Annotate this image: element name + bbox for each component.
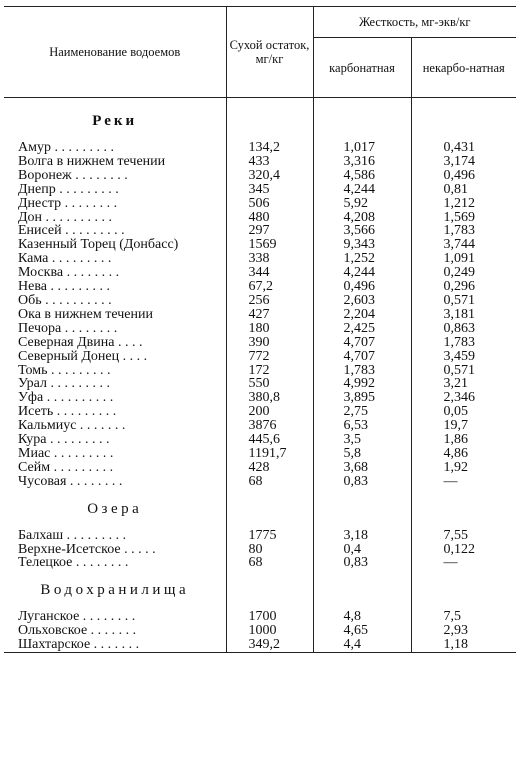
noncarbonate-hardness-value: 3,181	[411, 308, 516, 322]
noncarbonate-hardness-value: 3,174	[411, 155, 516, 169]
noncarbonate-hardness-value: 1,92	[411, 461, 516, 475]
dry-residue-value: 345	[226, 183, 313, 197]
section-spacer	[411, 498, 516, 520]
water-body-name: Казенный Торец (Донбасс)	[18, 238, 179, 253]
water-body-name: Ока в нижнем течении	[18, 307, 153, 322]
dry-residue-value: 1191,7	[226, 447, 313, 461]
carbonate-hardness-value: 4,244	[313, 183, 411, 197]
table-row	[4, 294, 516, 308]
water-body-name: Северный Донец . . . .	[18, 349, 148, 364]
table-row	[4, 266, 516, 280]
section-title: Реки	[92, 113, 138, 129]
carbonate-hardness-value: 2,204	[313, 308, 411, 322]
carbonate-hardness-value: 3,18	[313, 529, 411, 543]
water-body-name: Кама . . . . . . . . .	[18, 252, 112, 267]
carbonate-hardness-value: 3,316	[313, 155, 411, 169]
water-body-name: Исеть . . . . . . . . .	[18, 405, 117, 420]
dry-residue-value: 445,6	[226, 433, 313, 447]
header-hardness: Жесткость, мг-экв/кг	[313, 7, 516, 38]
section-spacer	[226, 579, 313, 601]
carbonate-hardness-value: 2,603	[313, 294, 411, 308]
table-row	[4, 638, 516, 652]
spacer-cell	[4, 98, 226, 111]
water-bodies-table	[4, 6, 516, 653]
dry-residue-value: 256	[226, 294, 313, 308]
dry-residue-value: 338	[226, 252, 313, 266]
water-body-name: Миас . . . . . . . . .	[18, 446, 114, 461]
noncarbonate-hardness-value: 0,863	[411, 322, 516, 336]
section-spacer	[411, 110, 516, 132]
dry-residue-value: 1569	[226, 238, 313, 252]
noncarbonate-hardness-value: 0,571	[411, 364, 516, 378]
noncarbonate-hardness-value: 0,571	[411, 294, 516, 308]
section-spacer	[226, 498, 313, 520]
spacer-cell	[4, 601, 226, 610]
dry-residue-value: 344	[226, 266, 313, 280]
noncarbonate-hardness-value: 1,18	[411, 638, 516, 652]
carbonate-hardness-value: 9,343	[313, 238, 411, 252]
header-dry-residue: Сухой остаток, мг/кг	[226, 7, 313, 98]
spacer-cell	[226, 489, 313, 498]
table-row	[4, 543, 516, 557]
dry-residue-value: 172	[226, 364, 313, 378]
carbonate-hardness-value: 5,8	[313, 447, 411, 461]
dry-residue-value: 349,2	[226, 638, 313, 652]
header-noncarbonate: некарбо-натная	[411, 38, 516, 98]
noncarbonate-hardness-value: 2,346	[411, 391, 516, 405]
header-name: Наименование водоемов	[4, 7, 226, 98]
noncarbonate-hardness-value: 0,122	[411, 543, 516, 557]
table-row	[4, 224, 516, 238]
dry-residue-value: 297	[226, 224, 313, 238]
table-row	[4, 211, 516, 225]
spacer-cell	[226, 98, 313, 111]
water-body-name: Днестр . . . . . . . .	[18, 196, 118, 211]
noncarbonate-hardness-value: 0,296	[411, 280, 516, 294]
carbonate-hardness-value: 5,92	[313, 197, 411, 211]
carbonate-hardness-value: 3,895	[313, 391, 411, 405]
water-body-name: Шахтарское . . . . . . .	[4, 638, 226, 652]
carbonate-hardness-value: 1,252	[313, 252, 411, 266]
noncarbonate-hardness-value: 0,81	[411, 183, 516, 197]
table-row	[4, 197, 516, 211]
spacer-cell	[313, 601, 411, 610]
table-row	[4, 405, 516, 419]
table-row	[4, 238, 516, 252]
carbonate-hardness-value: 1,783	[313, 364, 411, 378]
noncarbonate-hardness-value: 0,431	[411, 141, 516, 155]
carbonate-hardness-value: 4,65	[313, 624, 411, 638]
section-spacer	[313, 498, 411, 520]
carbonate-hardness-value: 6,53	[313, 419, 411, 433]
dry-residue-value: 180	[226, 322, 313, 336]
water-body-name: Кальмиус . . . . . . .	[18, 419, 126, 434]
table-row	[4, 155, 516, 169]
spacer-cell	[313, 489, 411, 498]
carbonate-hardness-value: 0,83	[313, 475, 411, 489]
water-body-name: Телецкое . . . . . . . .	[18, 556, 129, 571]
section-heading-row	[4, 498, 516, 520]
noncarbonate-hardness-value: 1,86	[411, 433, 516, 447]
carbonate-hardness-value: 0,4	[313, 543, 411, 557]
table-row	[4, 419, 516, 433]
spacer-cell	[4, 570, 226, 579]
noncarbonate-hardness-value: 1,783	[411, 336, 516, 350]
table-row	[4, 336, 516, 350]
carbonate-hardness-value: 2,425	[313, 322, 411, 336]
spacer-row	[4, 570, 516, 579]
spacer-cell	[411, 98, 516, 111]
table-row	[4, 610, 516, 624]
noncarbonate-hardness-value: 19,7	[411, 419, 516, 433]
table-row	[4, 556, 516, 570]
section-heading-row	[4, 110, 516, 132]
dry-residue-value: 3876	[226, 419, 313, 433]
water-body-name: Луганское . . . . . . . .	[18, 610, 136, 625]
table-row	[4, 141, 516, 155]
dry-residue-value: 68	[226, 556, 313, 570]
carbonate-hardness-value: 1,017	[313, 141, 411, 155]
section-heading-row	[4, 579, 516, 601]
section-title: Озера	[87, 500, 143, 517]
carbonate-hardness-value: 4,707	[313, 350, 411, 364]
noncarbonate-hardness-value: 0,496	[411, 169, 516, 183]
noncarbonate-hardness-value: 7,5	[411, 610, 516, 624]
table-row	[4, 447, 516, 461]
table-row	[4, 350, 516, 364]
dry-residue-value: 433	[226, 155, 313, 169]
water-body-name: Воронеж . . . . . . . .	[18, 168, 128, 183]
water-body-name: Нева . . . . . . . . .	[18, 280, 110, 294]
dry-residue-value: 1700	[226, 610, 313, 624]
water-body-name: Чусовая . . . . . . . .	[18, 474, 123, 489]
water-body-name: Уфа . . . . . . . . . .	[18, 391, 114, 406]
dry-residue-value: 200	[226, 405, 313, 419]
noncarbonate-hardness-value: 0,249	[411, 266, 516, 280]
water-body-name: Амур . . . . . . . . .	[18, 141, 114, 155]
section-spacer	[411, 579, 516, 601]
water-body-name: Обь . . . . . . . . . .	[18, 293, 112, 308]
water-body-name: Волга в нижнем течении	[18, 154, 166, 169]
spacer-cell	[313, 98, 411, 111]
section-title: Водохранилища	[40, 582, 190, 599]
noncarbonate-hardness-value: 1,212	[411, 197, 516, 211]
carbonate-hardness-value: 4,244	[313, 266, 411, 280]
table-row	[4, 529, 516, 543]
table-row	[4, 183, 516, 197]
noncarbonate-hardness-value: —	[411, 475, 516, 489]
table-header	[4, 7, 516, 98]
water-body-name: Кура . . . . . . . . .	[18, 433, 110, 447]
dry-residue-value: 550	[226, 377, 313, 391]
carbonate-hardness-value: 3,68	[313, 461, 411, 475]
noncarbonate-hardness-value: 7,55	[411, 529, 516, 543]
dry-residue-value: 427	[226, 308, 313, 322]
water-body-name: Томь . . . . . . . . .	[18, 363, 111, 378]
dry-residue-value: 1775	[226, 529, 313, 543]
noncarbonate-hardness-value: 0,05	[411, 405, 516, 419]
spacer-row	[4, 489, 516, 498]
dry-residue-value: 80	[226, 543, 313, 557]
spacer-row	[4, 98, 516, 111]
carbonate-hardness-value: 4,208	[313, 211, 411, 225]
table-body	[4, 98, 516, 653]
noncarbonate-hardness-value: 3,459	[411, 350, 516, 364]
noncarbonate-hardness-value: 2,93	[411, 624, 516, 638]
noncarbonate-hardness-value: —	[411, 556, 516, 570]
table-row	[4, 364, 516, 378]
noncarbonate-hardness-value: 1,569	[411, 211, 516, 225]
noncarbonate-hardness-value: 3,744	[411, 238, 516, 252]
water-body-name: Сейм . . . . . . . . .	[18, 460, 114, 475]
table-row	[4, 461, 516, 475]
carbonate-hardness-value: 2,75	[313, 405, 411, 419]
spacer-cell	[4, 520, 226, 529]
dry-residue-value: 134,2	[226, 141, 313, 155]
spacer-cell	[4, 489, 226, 498]
water-body-name: Северная Двина . . . .	[18, 335, 143, 350]
dry-residue-value: 772	[226, 350, 313, 364]
water-body-name: Верхне-Исетское . . . . .	[18, 542, 156, 557]
carbonate-hardness-value: 4,992	[313, 377, 411, 391]
dry-residue-value: 380,8	[226, 391, 313, 405]
dry-residue-value: 68	[226, 475, 313, 489]
carbonate-hardness-value: 4,8	[313, 610, 411, 624]
carbonate-hardness-value: 4,586	[313, 169, 411, 183]
water-body-name: Ольховское . . . . . . .	[18, 624, 137, 639]
spacer-cell	[313, 570, 411, 579]
water-body-name: Москва . . . . . . . .	[18, 266, 120, 281]
section-spacer	[313, 579, 411, 601]
table-row	[4, 433, 516, 447]
spacer-cell	[411, 570, 516, 579]
dry-residue-value: 1000	[226, 624, 313, 638]
header-carbonate: карбонатная	[313, 38, 411, 98]
spacer-cell	[226, 570, 313, 579]
section-spacer	[226, 110, 313, 132]
dry-residue-value: 67,2	[226, 280, 313, 294]
carbonate-hardness-value: 0,496	[313, 280, 411, 294]
dry-residue-value: 506	[226, 197, 313, 211]
table-row	[4, 280, 516, 294]
carbonate-hardness-value: 0,83	[313, 556, 411, 570]
spacer-cell	[411, 601, 516, 610]
table-row	[4, 252, 516, 266]
table-row	[4, 169, 516, 183]
table-row	[4, 391, 516, 405]
dry-residue-value: 480	[226, 211, 313, 225]
dry-residue-value: 428	[226, 461, 313, 475]
section-spacer	[313, 110, 411, 132]
water-body-name: Енисей . . . . . . . . .	[18, 224, 125, 239]
table-row	[4, 624, 516, 638]
dry-residue-value: 320,4	[226, 169, 313, 183]
carbonate-hardness-value: 3,566	[313, 224, 411, 238]
noncarbonate-hardness-value: 1,091	[411, 252, 516, 266]
table-row	[4, 322, 516, 336]
table-row	[4, 475, 516, 489]
spacer-cell	[411, 489, 516, 498]
carbonate-hardness-value: 4,4	[313, 638, 411, 652]
dry-residue-value: 390	[226, 336, 313, 350]
water-body-name: Балхаш . . . . . . . . .	[18, 528, 127, 543]
noncarbonate-hardness-value: 4,86	[411, 447, 516, 461]
table-row	[4, 377, 516, 391]
table-row	[4, 308, 516, 322]
spacer-cell	[4, 132, 226, 141]
noncarbonate-hardness-value: 1,783	[411, 224, 516, 238]
carbonate-hardness-value: 4,707	[313, 336, 411, 350]
noncarbonate-hardness-value: 3,21	[411, 377, 516, 391]
water-body-name: Дон . . . . . . . . . .	[18, 210, 113, 225]
water-body-name: Урал . . . . . . . . .	[18, 377, 111, 392]
carbonate-hardness-value: 3,5	[313, 433, 411, 447]
water-body-name: Печора . . . . . . . .	[18, 321, 118, 336]
water-body-name: Днепр . . . . . . . . .	[18, 182, 119, 197]
